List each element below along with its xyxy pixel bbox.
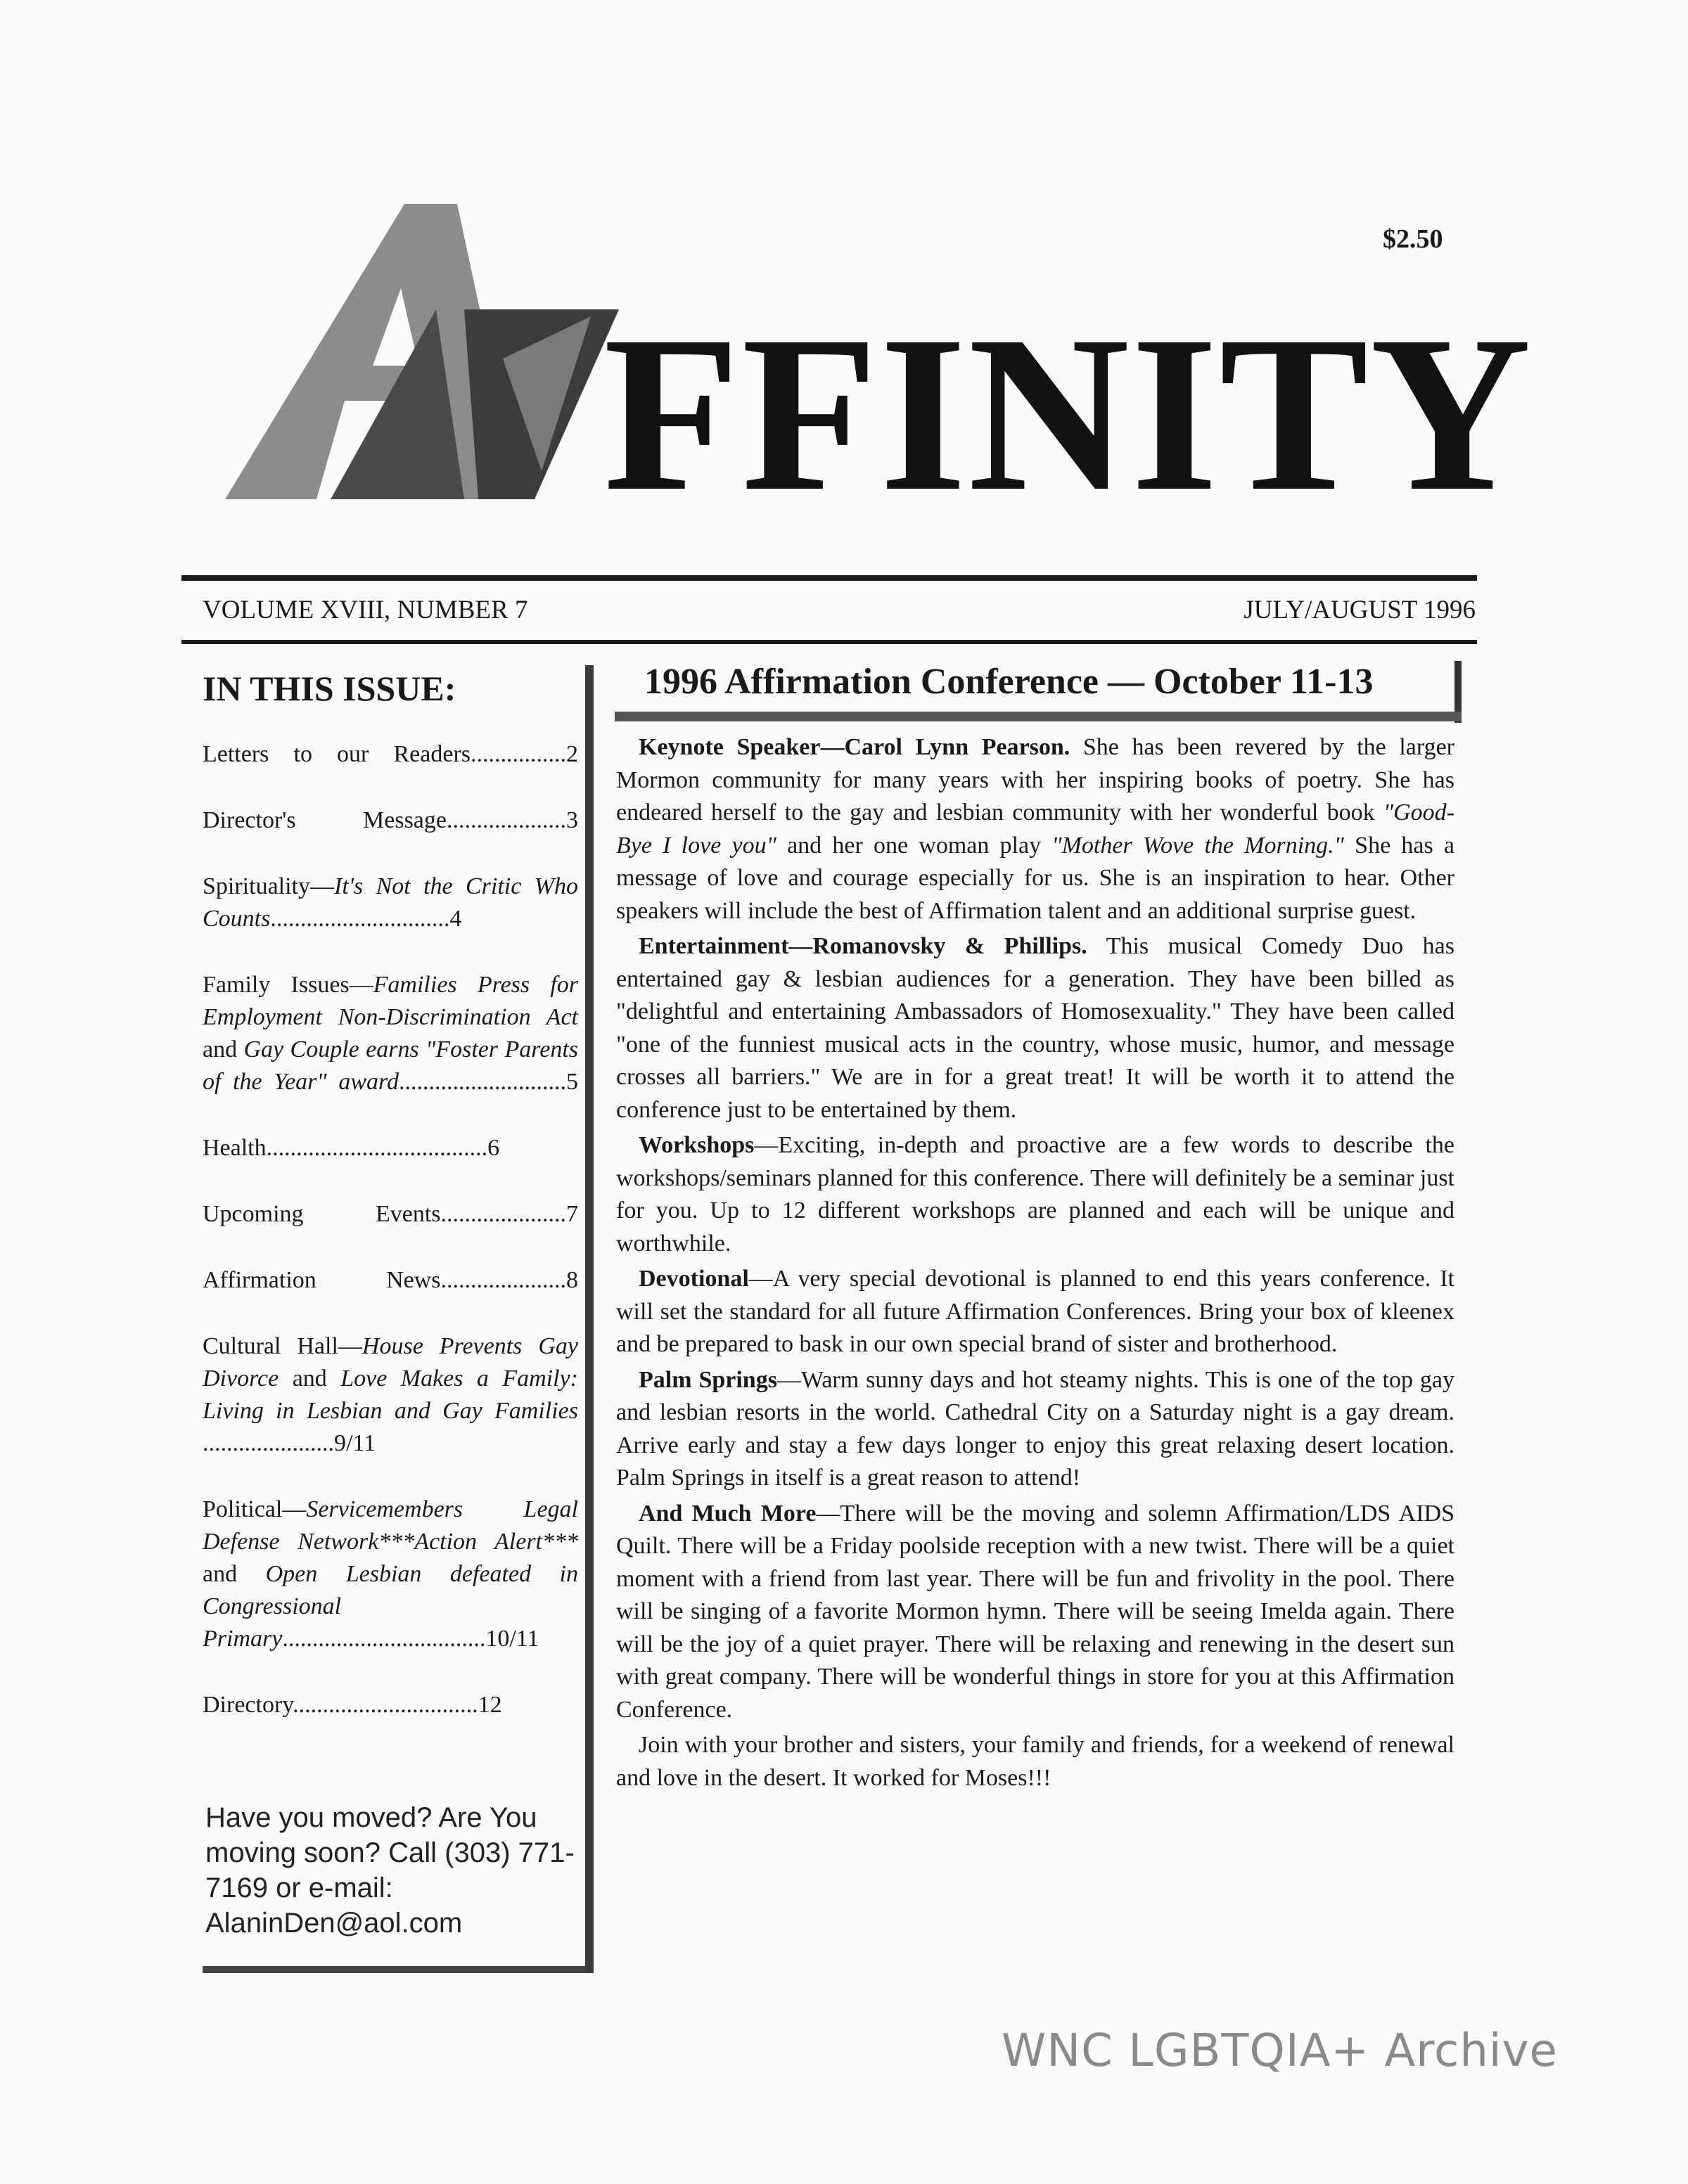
- article-title-rule: [615, 712, 1462, 721]
- toc-title: IN THIS ISSUE:: [203, 669, 456, 708]
- masthead-rule: [181, 575, 1477, 581]
- article-paragraph: Devotional—A very special devotional is planned to end this years conference. It will set the standard for all future Affirmation Conferences. Bring your box of kleenex and be prepared to bask in our own special brand of sister and brotherhood.: [616, 1266, 1454, 1357]
- toc-item: Political—Servicemembers Legal Defense Network***Action Alert*** and Open Lesbian defeated in Congressional Primary..................................10/11: [203, 1496, 579, 1652]
- toc-item: Affirmation News.....................8: [203, 1267, 578, 1293]
- toc-item: Director's Message....................3: [203, 807, 578, 833]
- column-divider: [585, 665, 594, 1973]
- toc-item: Spirituality—It's Not the Critic Who Counts..............................4: [203, 873, 579, 932]
- archive-watermark: WNC LGBTQIA+ Archive: [1002, 2025, 1558, 2077]
- toc-item: Letters to our Readers................2: [203, 741, 578, 767]
- address-change-note: Have you moved? Are You moving soon? Call (303) 771-7169 or e-mail: AlaninDen@aol.com: [205, 1802, 575, 1939]
- sidebar-bottom-rule: [203, 1966, 588, 1973]
- article-paragraph: Palm Springs—Warm sunny days and hot steamy nights. This is one of the top gay and lesbian resorts in the world. Cathedral City on a Saturday night is a gay dream. Arrive early and stay a few days longer to enjoy this great relaxing desert location. Palm Springs in itself is a great reason to attend!: [616, 1366, 1454, 1491]
- toc-item: Cultural Hall—House Prevents Gay Divorce and Love Makes a Family: Living in Lesbian and Gay Families ......................9/11: [203, 1333, 578, 1456]
- masthead-title: FFINITY: [603, 290, 1533, 537]
- toc-item: Family Issues—Families Press for Employment Non-Discrimination Act and Gay Couple earns "Foster Parents of the Year" award............................5: [203, 972, 579, 1095]
- article-paragraph: Join with your brother and sisters, your family and friends, for a weekend of renewal and love in the desert. It worked for Moses!!!: [616, 1732, 1454, 1791]
- article-title: 1996 Affirmation Conference — October 11-13: [644, 662, 1374, 702]
- affinity-logo-a-icon: [225, 204, 619, 506]
- toc-item: Health.....................................6: [203, 1135, 500, 1161]
- header-divider: [181, 640, 1477, 644]
- toc-item: Directory...............................12: [203, 1692, 502, 1718]
- issue-date: JULY/AUGUST 1996: [1243, 596, 1476, 624]
- article-paragraph: Keynote Speaker—Carol Lynn Pearson. She has been revered by the larger Mormon community for many years with her inspiring books of poetry. She has endeared herself to the gay and lesbian community with her wonderful book "Good-Bye I love you" and her one woman play "Mother Wove the Morning." She has a message of love and courage especially for us. She is an inspiration to hear. Other speakers will include the best of Affirmation talent and an additional surprise guest.: [616, 734, 1454, 924]
- article-body: [616, 731, 1454, 1797]
- article-paragraph: Entertainment—Romanovsky & Phillips. This musical Comedy Duo has entertained gay & lesbian audiences for a generation. They have been billed as "delightful and entertaining Ambassadors of Homosexuality." They have been called "one of the funniest musical acts in the country, whose music, humor, and message crosses all barriers." We are in for a great treat! It will be worth it to attend the conference just to be entertained by them.: [616, 933, 1454, 1123]
- volume-number: VOLUME XVIII, NUMBER 7: [203, 596, 528, 624]
- price: $2.50: [1383, 224, 1443, 254]
- article-paragraph: Workshops—Exciting, in-depth and proactive are a few words to describe the workshops/seminars planned for this conference. There will definitely be a seminar just for you. Up to 12 different workshops are planned and each will be unique and worthwhile.: [616, 1132, 1454, 1257]
- article-paragraph: And Much More—There will be the moving and solemn Affirmation/LDS AIDS Quilt. There will be a Friday poolside reception with a new twist. There will be a quiet moment with a friend from last year. There will be fun and frivolity in the pool. There will be singing of a favorite Mormon hymn. There will be seeing Imelda again. There will be the joy of a quiet prayer. There will be relaxing and renewing in the desert sun with great company. There will be wonderful things in store for you at this Affirmation Conference.: [616, 1500, 1454, 1723]
- toc-list: [203, 738, 578, 1755]
- toc-item: Upcoming Events.....................7: [203, 1201, 578, 1227]
